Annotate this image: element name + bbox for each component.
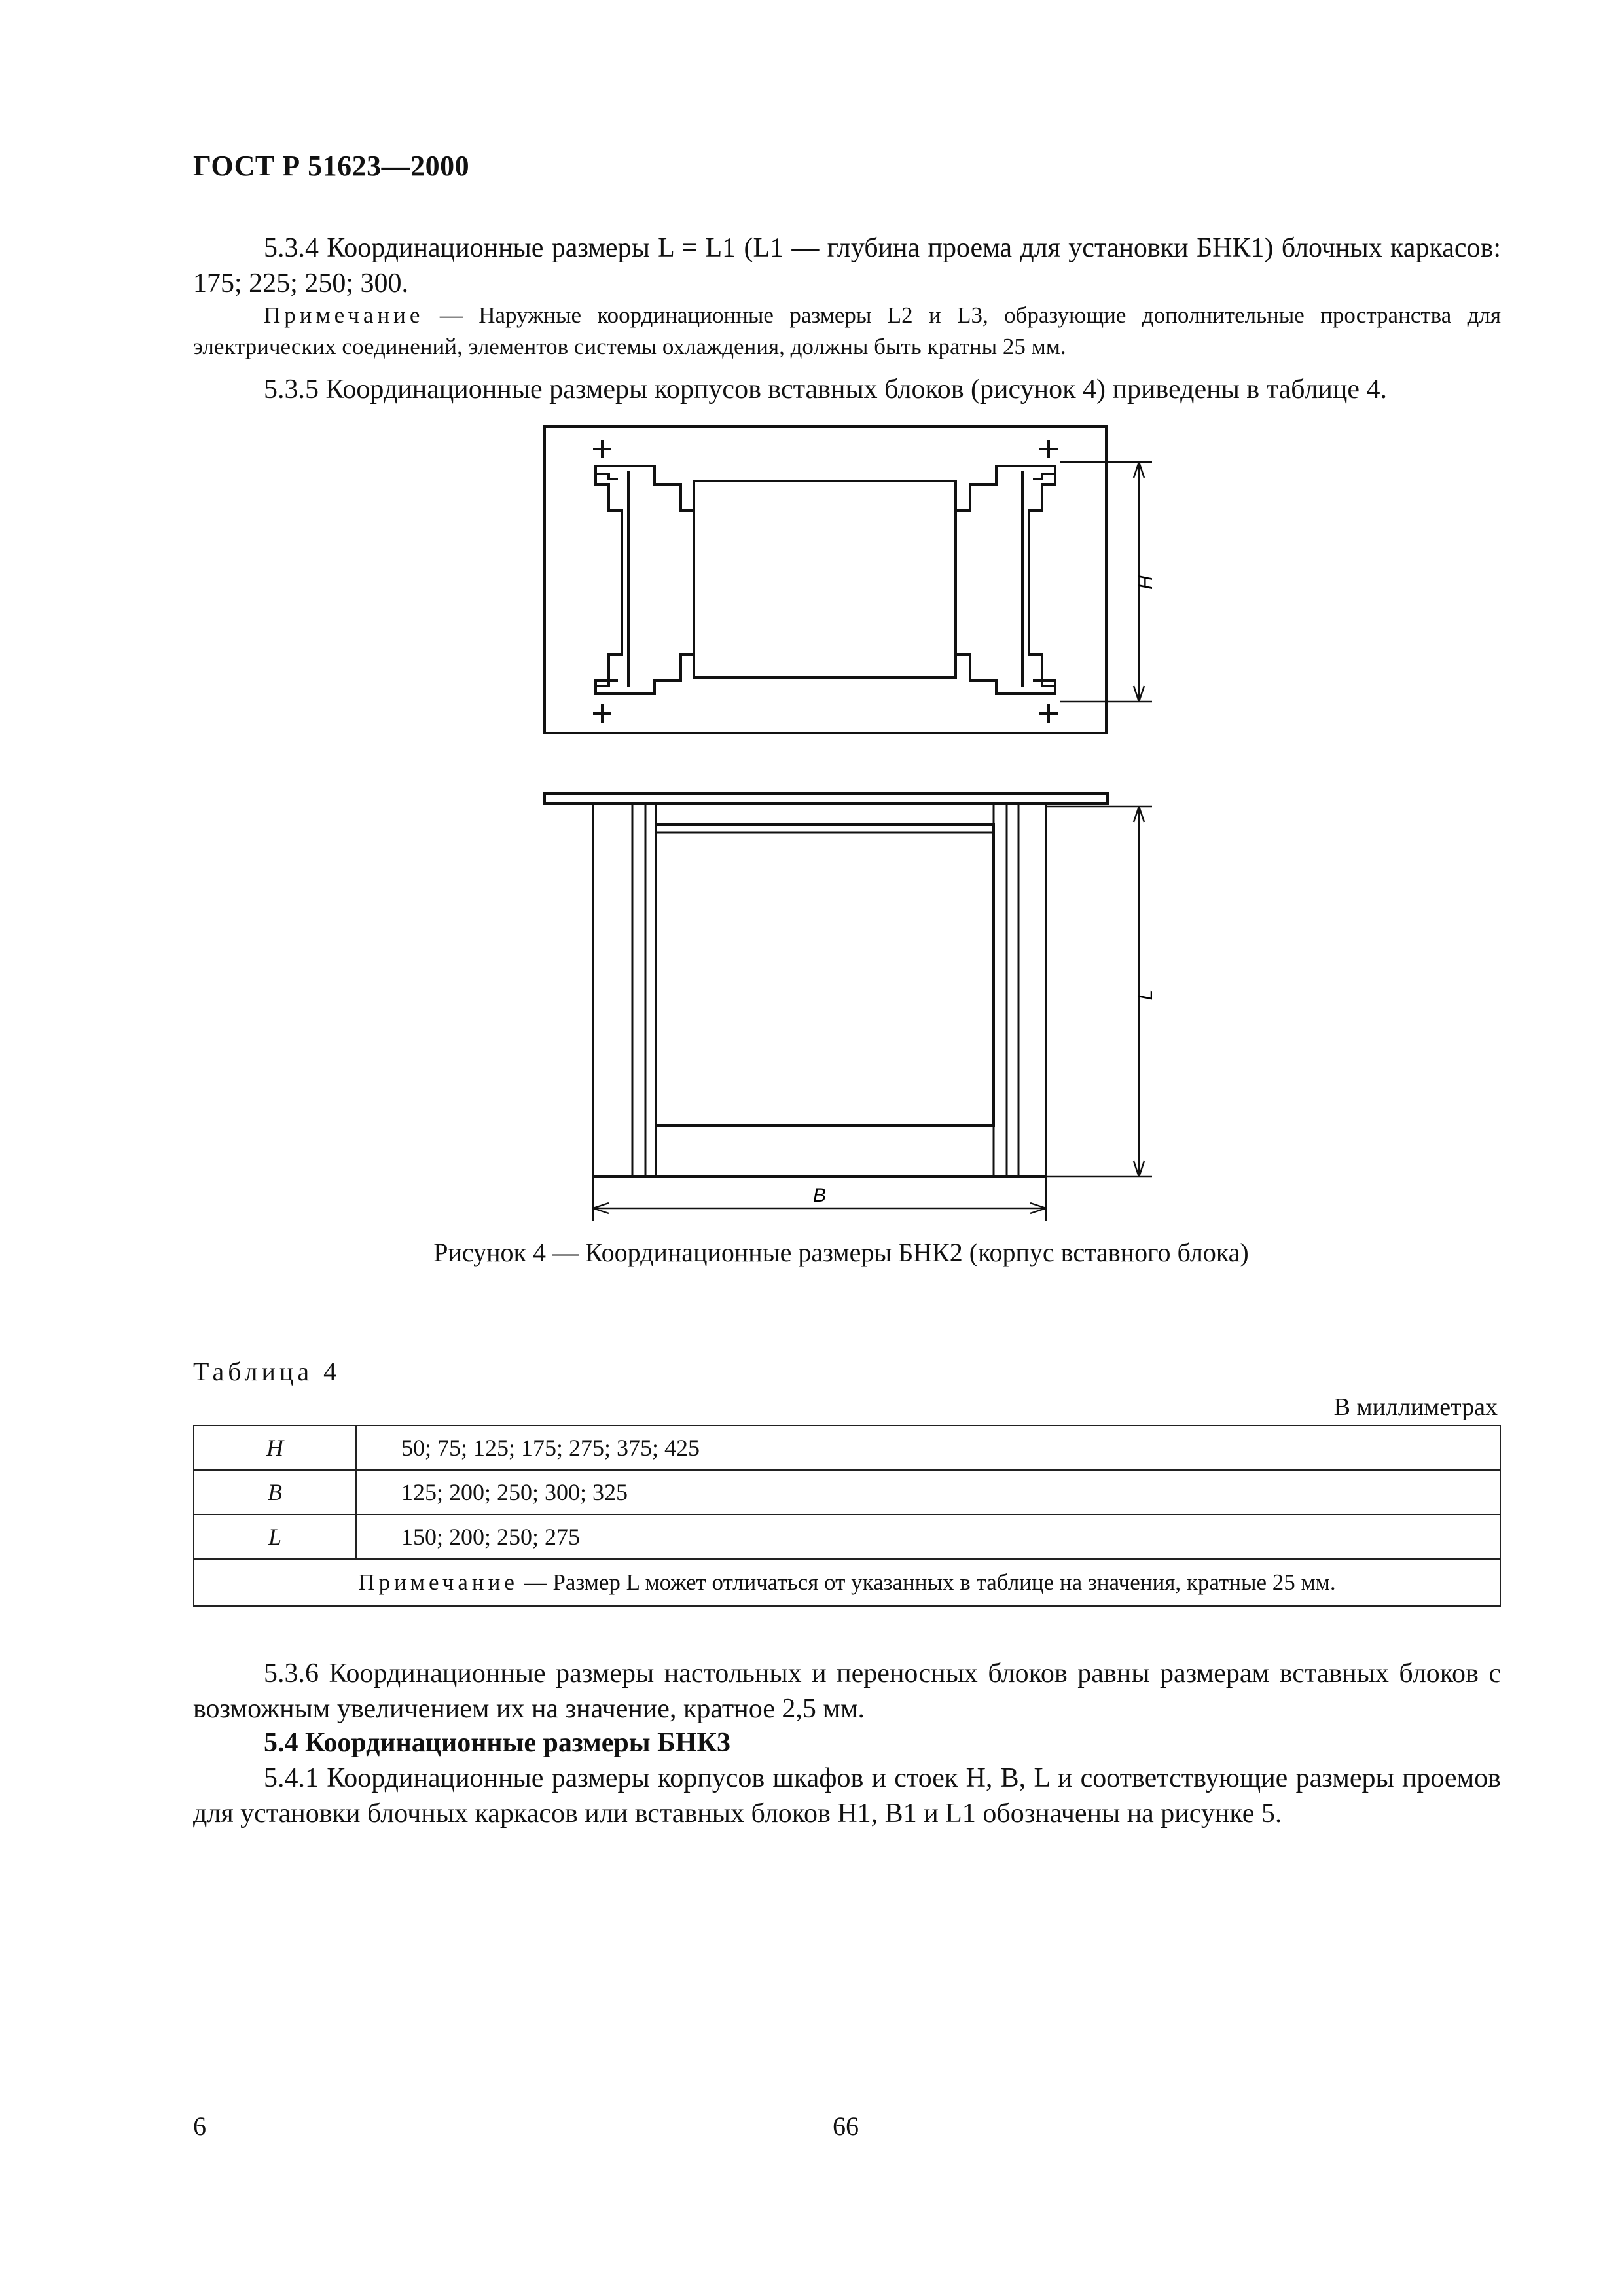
side-module-body	[656, 825, 994, 1126]
left-guide-profile	[596, 466, 694, 694]
label-h: H	[1135, 575, 1157, 590]
table-4-title: Таблица 4	[193, 1357, 341, 1386]
side-panel-outline	[545, 793, 1108, 804]
right-guide-profile	[956, 466, 1055, 694]
note-text: — Наружные координационные размеры L2 и L3, образующие дополнительные пространства для электрических соединений, элементов системы охлаждения, должны быть кратны 25 мм.	[193, 302, 1501, 359]
note-label: Примечание	[264, 302, 424, 328]
note-5-3-4	[193, 300, 1501, 363]
heading-5-4: 5.4 Координационные размеры БНК3	[264, 1728, 730, 1758]
plus-mark-top-left	[593, 440, 611, 458]
figure-4-caption: Рисунок 4 — Координационные размеры БНК2 (корпус вставного блока)	[433, 1238, 1249, 1267]
table-row	[194, 1515, 1500, 1559]
table-note-row	[194, 1559, 1500, 1606]
side-right-rails	[994, 804, 1018, 1177]
page-number-center: 66	[833, 2111, 859, 2141]
table-key-cell: B	[194, 1470, 356, 1515]
paragraph-5-3-6: 5.3.6 Координационные размеры настольных и переносных блоков равны размерам вставных блоков с возможным увеличением их на значение, кратное 2,5 мм.	[193, 1659, 1501, 1724]
document-header: ГОСТ Р 51623—2000	[193, 150, 470, 182]
table-key-cell: H	[194, 1426, 356, 1470]
table-4-units: В миллиметрах	[1333, 1393, 1498, 1421]
table-value-cell: 125; 200; 250; 300; 325	[356, 1470, 1500, 1515]
plus-mark-top-right	[1039, 440, 1058, 458]
figure-4-drawing	[537, 419, 1178, 1224]
table-note-text: — Размер L может отличаться от указанных в таблице на значения, кратные 25 мм.	[518, 1570, 1336, 1595]
table-value-cell: 150; 200; 250; 275	[356, 1515, 1500, 1559]
paragraph-5-4-1: 5.4.1 Координационные размеры корпусов шкафов и стоек H, B, L и соответствующие размеры проемов для установки блочных каркасов или вставных блоков H1, B1 и L1 обозначены на рисунке 5.	[193, 1763, 1501, 1829]
page-number-left: 6	[193, 2111, 206, 2141]
table-4	[193, 1425, 1501, 1607]
table-note-label: Примечание	[358, 1570, 518, 1595]
table-row	[194, 1426, 1500, 1470]
label-b: B	[812, 1185, 827, 1206]
paragraph-5-3-5: 5.3.5 Координационные размеры корпусов вставных блоков (рисунок 4) приведены в таблице 4.	[264, 374, 1388, 404]
plus-mark-bottom-right	[1039, 704, 1058, 723]
side-left-rails	[632, 804, 656, 1177]
paragraph-5-3-4: 5.3.4 Координационные размеры L = L1 (L1 — глубина проема для установки БНК1) блочных каркасов: 175; 225; 250; 300.	[193, 233, 1501, 298]
side-module-edges	[656, 833, 994, 1126]
table-value-cell: 50; 75; 125; 175; 275; 375; 425	[356, 1426, 1500, 1470]
table-note-cell	[194, 1559, 1500, 1606]
label-l: L	[1135, 989, 1157, 1001]
module-body	[694, 481, 956, 677]
table-key-cell: L	[194, 1515, 356, 1559]
table-row	[194, 1470, 1500, 1515]
plus-mark-bottom-left	[593, 704, 611, 723]
side-body-outline	[593, 804, 1046, 1177]
